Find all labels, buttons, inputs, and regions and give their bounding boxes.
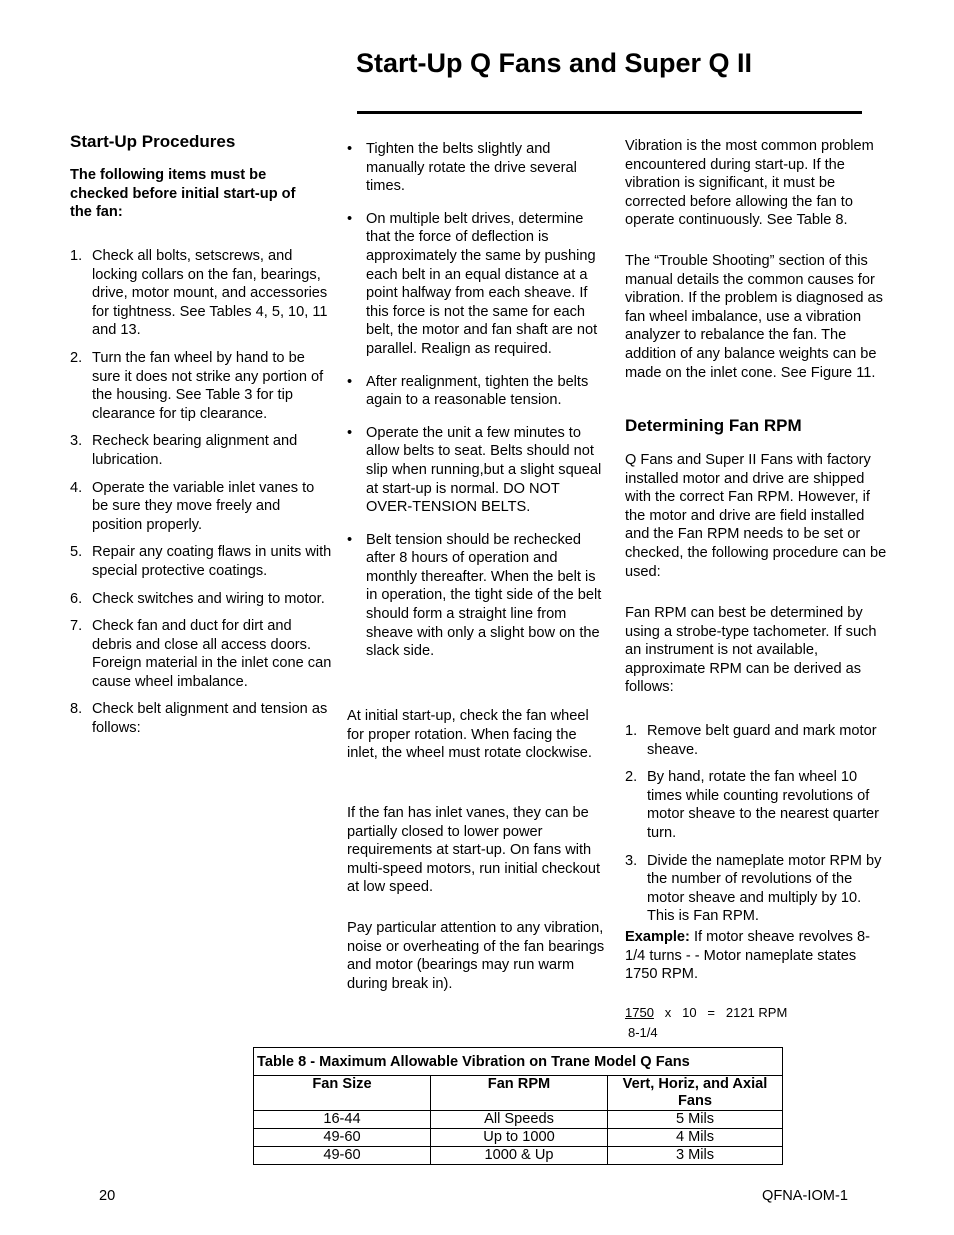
page-title: Start-Up Q Fans and Super Q II — [356, 48, 753, 78]
list-item: 6. Check switches and wiring to motor. — [70, 590, 325, 607]
bullet-item: • On multiple belt drives, determine that the force of deflection is approximately the same by pushing each belt in an equal distance at a point halfway from each sheave. If this force is not the same for each belt, the motor and fan shaft are not parallel. Realign as required. — [347, 210, 598, 357]
list-item: 4. Operate the variable inlet vanes to be sure they move freely and position properly. — [70, 479, 315, 533]
vibration-table — [253, 1047, 783, 1165]
header-fan-size: Fan Size — [254, 1076, 431, 1111]
example-paragraph — [625, 928, 887, 984]
section-heading-rpm: Determining Fan RPM — [625, 416, 802, 435]
title-rule — [357, 111, 862, 114]
header-fan-rpm: Fan RPM — [431, 1076, 608, 1111]
checklist — [70, 247, 332, 738]
bullet-list — [347, 140, 609, 661]
bullet-item: • Belt tension should be rechecked after 8 hours of operation and monthly thereafter. When the belt is in operation, the tight side of the belt should form a straight line from sheave with only a slight bow on the slack side. — [347, 531, 602, 660]
calc-times: x — [664, 1005, 672, 1020]
tachometer-paragraph: Fan RPM can best be determined by using a strobe-type tachometer. If such an instrument is not available, approximate RPM can be derived as follows: — [625, 605, 877, 696]
list-item: 7. Check fan and duct for dirt and debris and close all access doors. Foreign material in the inlet cone can cause wheel imbalance. — [70, 618, 332, 690]
vibration-paragraph: Vibration is the most common problem encountered during start-up. If the vibration is significant, it must be corrected before allowing the fan to operate continuously. See Table 8. — [625, 138, 874, 229]
table-caption: Table 8 - Maximum Allowable Vibration on Trane Model Q Fans — [254, 1048, 783, 1076]
bullet-item: • Operate the unit a few minutes to allow belts to seat. Belts should not slip when running,but a slight squeal at start-up is normal. DO NOT OVER-TENSION BELTS. — [347, 424, 602, 516]
document-code: QFNA-IOM-1 — [762, 1188, 848, 1204]
rotation-paragraph: At initial start-up, check the fan wheel for proper rotation. When facing the inlet, the wheel must rotate clockwise. — [347, 708, 592, 762]
bullet-item: • Tighten the belts slightly and manually rotate the drive several times. — [347, 141, 577, 195]
example-label: Example: — [625, 929, 690, 945]
table-row: 16-44 All Speeds 5 Mils — [254, 1111, 783, 1129]
list-item: 8. Check belt alignment and tension as follows: — [70, 701, 328, 737]
troubleshooting-paragraph: The “Trouble Shooting” section of this manual details the common causes for vibration. If the problem is diagnosed as fan wheel imbalance, use a vibration analyzer to rebalance the fan. The addition of any balance weights can be made on the inlet cone. See Figure 11. — [625, 253, 883, 381]
header-vibration: Vert, Horiz, and Axial Fans — [608, 1076, 783, 1111]
rpm-steps — [625, 722, 887, 926]
calc-numerator: 1750 — [625, 1005, 654, 1020]
rpm-calculation — [625, 1004, 887, 1042]
list-item: 2. Turn the fan wheel by hand to be sure it does not strike any portion of the housing. See Table 3 for tip clearance for tip clearance. — [70, 349, 324, 422]
list-item: 1. Remove belt guard and mark motor sheave. — [625, 723, 877, 758]
list-item: 2. By hand, rotate the fan wheel 10 times while counting revolutions of motor sheave to the nearest quarter turn. — [625, 769, 880, 841]
bullet-item: • After realignment, tighten the belts again to a reasonable tension. — [347, 373, 589, 409]
example-text: If motor sheave revolves 8-1/4 turns - - Motor nameplate states 1750 RPM. — [625, 929, 870, 983]
intro-text: The following items must be checked before initial start-up of the fan: — [70, 167, 296, 221]
calc-denominator: 8-1/4 — [628, 1024, 658, 1040]
rpm-intro-paragraph: Q Fans and Super II Fans with factory installed motor and drive are shipped with the correct Fan RPM. However, if the motor and drive are field installed and the Fan RPM needs to be set or checked, the following procedure can be used: — [625, 452, 887, 580]
list-item: 3. Recheck bearing alignment and lubrication. — [70, 433, 298, 468]
attention-paragraph: Pay particular attention to any vibration, noise or overheating of the fan bearings and motor (bearings may run warm during break in). — [347, 920, 605, 992]
table-header-row — [254, 1076, 783, 1111]
page-number: 20 — [99, 1188, 116, 1204]
table-row: 49-60 1000 & Up 3 Mils — [254, 1147, 783, 1165]
list-item: 5. Repair any coating flaws in units with special protective coatings. — [70, 544, 332, 579]
calc-equals: = — [707, 1005, 716, 1020]
calc-factor: 10 — [682, 1005, 697, 1020]
calc-result: 2121 RPM — [725, 1005, 788, 1020]
table-caption-row — [254, 1048, 783, 1076]
list-item: 1. Check all bolts, setscrews, and locking collars on the fan, bearings, drive, motor mount, and accessories for tightness. See Tables 4, 5, 10, 11 and 13. — [70, 248, 328, 339]
list-item: 3. Divide the nameplate motor RPM by the number of revolutions of the motor sheave and multiply by 10. This is Fan RPM. — [625, 852, 882, 925]
table-row: 49-60 Up to 1000 4 Mils — [254, 1129, 783, 1147]
inlet-vanes-paragraph: If the fan has inlet vanes, they can be partially closed to lower power requirements at start-up. On fans with multi-speed motors, run initial checkout at low speed. — [347, 805, 601, 896]
section-heading-startup: Start-Up Procedures — [70, 132, 236, 151]
